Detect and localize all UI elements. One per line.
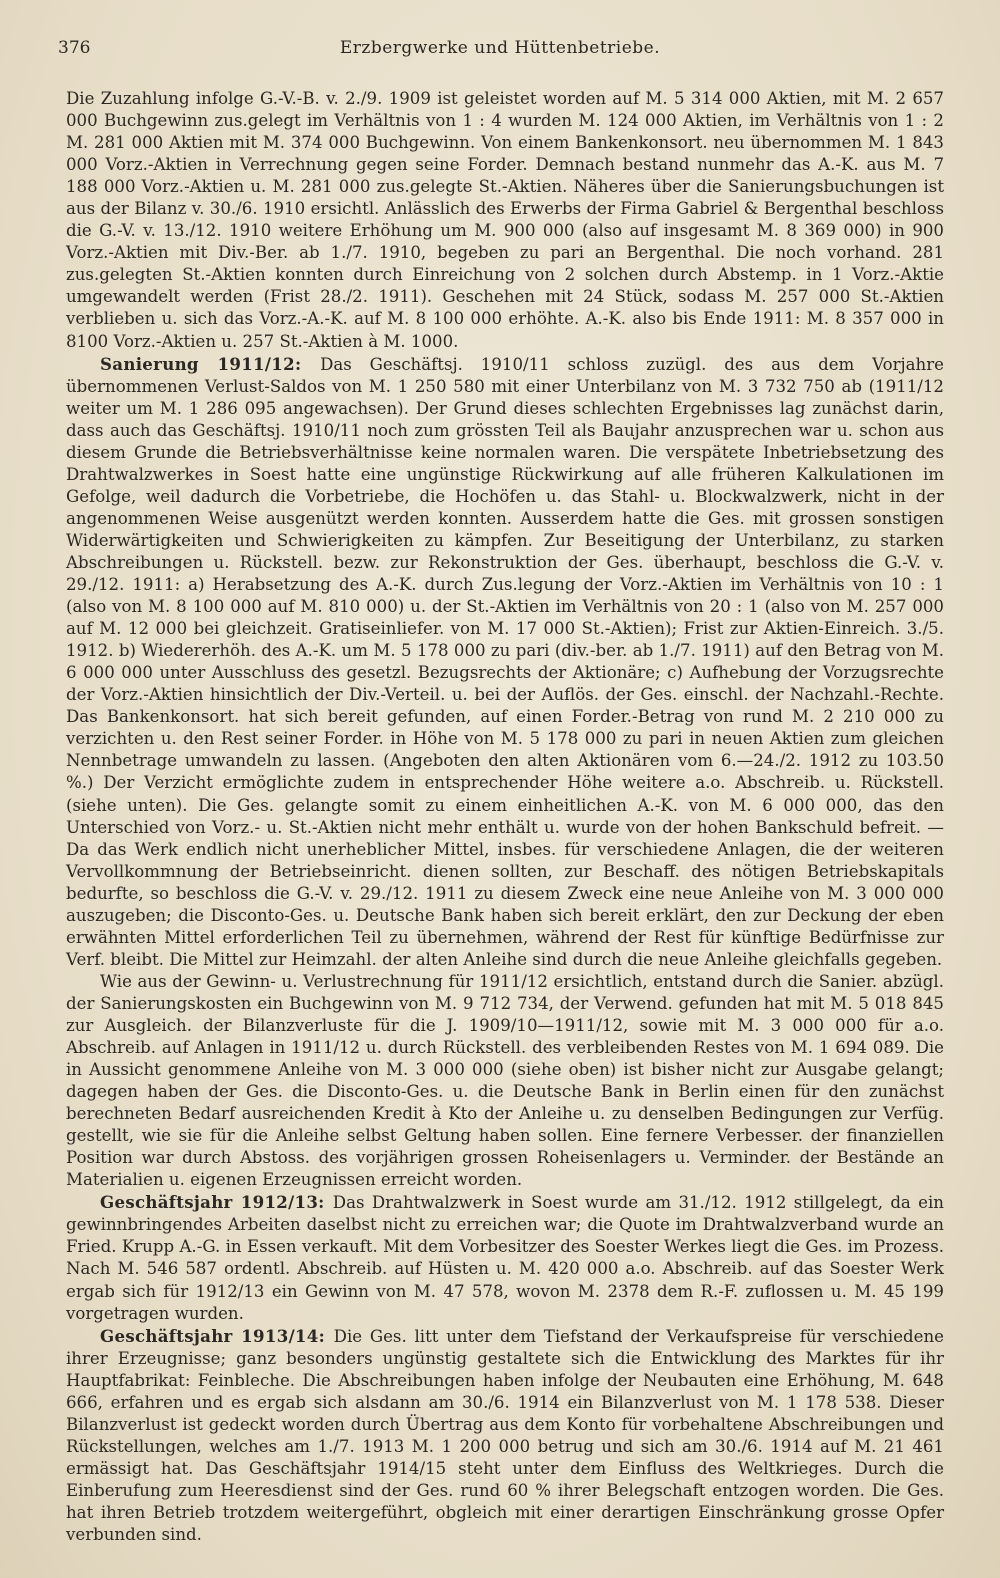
section-heading-sanierung: Sanierung 1911/12: [100,353,321,374]
section-heading-fy-1913-14: Geschäftsjahr 1913/14: [100,1325,334,1346]
paragraph-text: Die Zuzahlung infolge G.-V.-B. v. 2./9. 1909 ist geleistet worden auf M. 5 314 000 Aktien, mit M. 2 657 000 Buchgewinn zus.gelegt im Verhältnis von 1 : 4 wurden M. 124 000 Aktien, im Verhältnis von 1 : 2 M. 281 000 Aktien mit M. 374 000 Buchgewinn. Von einem Bankenkonsort. neu übernommen M. 1 843 000 Vorz.-Aktien in Verrechnung gegen seine Forder. Demnach bestand nunmehr das A.-K. aus M. 7 188 000 Vorz.-Aktien u. M. 281 000 zus.gelegte St.-Aktien. Näheres über die Sanierungsbuchungen ist aus der Bilanz v. 30./6. 1910 ersichtl. Anlässlich des Erwerbs der Firma Gabriel & Bergenthal beschloss die G.-V. v. 13./12. 1910 weitere Erhöhung um M. 900 000 (also auf insgesamt M. 8 369 000) in 900 Vorz.-Aktien mit Div.-Ber. ab 1./7. 1910, begeben zu pari an Bergenthal. Die noch vorhand. 281 zus.gelegten St.-Aktien konnten durch Einreichung von 2 solchen durch Abstemp. in 1 Vorz.-Aktie umgewandelt werden (Frist 28./2. 1911). Geschehen mit 24 Stück, sodass M. 257 000 St.-Aktien verblieben u. sich das Vorz.-A.-K. auf M. 8 100 000 erhöhte. A.-K. also bis Ende 1911: M. 8 357 000 in 8100 Vorz.-Aktien u. 257 St.-Aktien à M. 1000. [66,89,944,351]
paragraph-capital-history [66,88,944,353]
body-text [66,88,944,1546]
page-number: 376 [58,38,91,58]
paragraph-text: Die Ges. litt unter dem Tiefstand der Verkaufspreise für verschiedene ihrer Erzeugnisse; ganz besonders ungünstig gestaltete sich die Entwicklung des Marktes für ihr Hauptfabrikat: Feinbleche. Die Abschreibungen haben infolge der Neubauten eine Erhöhung, M. 648 666, erfahren und es ergab sich alsdann am 30./6. 1914 ein Bilanzverlust von M. 1 178 538. Dieser Bilanzverlust ist gedeckt worden durch Übertrag aus dem Konto für vorbehaltene Abschreibungen und Rückstellungen, welches am 1./7. 1913 M. 1 200 000 betrug und sich am 30./6. 1914 auf M. 21 461 ermässigt hat. Das Geschäftsjahr 1914/15 steht unter dem Einfluss des Weltkrieges. Durch die Einberufung zum Heeresdienst sind der Ges. rund 60 % ihrer Belegschaft entzogen worden. Die Ges. hat ihren Betrieb trotzdem weitergeführt, obgleich mit einer derartigen Einschränkung grosse Opfer verbunden sind. [66,1326,944,1545]
paragraph-text: Das Drahtwalzwerk in Soest wurde am 31./12. 1912 stillgelegt, da ein gewinnbringendes Arbeiten daselbst nicht zu erreichen war; die Quote im Drahtwalzverband wurde an Fried. Krupp A.-G. in Essen verkauft. Mit dem Vorbesitzer des Soester Werkes liegt die Ges. im Prozess. Nach M. 546 587 ordentl. Abschreib. auf Hüsten u. M. 420 000 a.o. Abschreib. auf das Soester Werk ergab sich für 1912/13 ein Gewinn von M. 47 578, wovon M. 2378 dem R.-F. zuflossen u. M. 45 199 vorgetragen wurden. [66,1193,944,1323]
page-header [58,38,942,62]
paragraph-sanierung [66,353,944,971]
paragraph-profit-loss [66,971,944,1191]
paragraph-fy-1912-13 [66,1191,944,1324]
running-title: Erzbergwerke und Hüttenbetriebe. [339,38,661,58]
paragraph-fy-1913-14 [66,1325,944,1546]
section-heading-fy-1912-13: Geschäftsjahr 1912/13: [100,1192,333,1213]
paragraph-text: Wie aus der Gewinn- u. Verlustrechnung für 1911/12 ersichtlich, entstand durch die Sanier. abzügl. der Sanierungskosten ein Buchgewinn von M. 9 712 734, der Verwend. gefunden hat mit M. 5 018 845 zur Ausgleich. der Bilanzverluste für die J. 1909/10—1911/12, sowie mit M. 3 000 000 für a.o. Abschreib. auf Anlagen in 1911/12 u. durch Rückstell. des verbleibenden Restes von M. 1 694 089. Die in Aussicht genommene Anleihe von M. 3 000 000 (siehe oben) ist bisher nicht zur Ausgabe gelangt; dagegen haben der Ges. die Disconto-Ges. u. die Deutsche Bank in Berlin einen für den zunächst berechneten Bedarf ausreichenden Kredit à Kto der Anleihe u. zu denselben Bedingungen zur Verfüg. gestellt, wie sie für die Anleihe selbst Geltung haben sollen. Eine fernere Verbesser. der finanziellen Position war durch Abstoss. des vorjährigen grossen Roheisenlagers u. Verminder. der Bestände an Materialien u. eigenen Erzeugnissen erreicht worden. [66,971,944,1190]
paragraph-text: Das Geschäftsj. 1910/11 schloss zuzügl. des aus dem Vorjahre übernommenen Verlust-Saldos von M. 1 250 580 mit einer Unterbilanz von M. 3 732 750 ab (1911/12 weiter um M. 1 286 095 angewachsen). Der Grund dieses schlechten Ergebnisses lag zunächst darin, dass auch das Geschäftsj. 1910/11 noch zum grössten Teil als Baujahr anzusprechen war u. schon aus diesem Grunde die Betriebsverhältnisse keine normalen waren. Die verspätete Inbetriebsetzung des Drahtwalzwerkes in Soest hatte eine ungünstige Rückwirkung auf alle früheren Kalkulationen im Gefolge, weil dadurch die Vorbetriebe, die Hochöfen u. das Stahl- u. Blockwalzwerk, nicht in der angenommenen Weise ausgenützt werden konnten. Ausserdem hatte die Ges. mit grossen sonstigen Widerwärtigkeiten und Schwierigkeiten zu kämpfen. Zur Beseitigung der Unterbilanz, zu starken Abschreibungen u. Rückstell. bezw. zur Rekonstruktion der Ges. überhaupt, beschloss die G.-V. v. 29./12. 1911: a) Herabsetzung des A.-K. durch Zus.legung der Vorz.-Aktien im Verhältnis von 10 : 1 (also von M. 8 100 000 auf M. 810 000) u. der St.-Aktien im Verhältnis von 20 : 1 (also von M. 257 000 auf M. 12 000 bei gleichzeit. Gratiseinliefer. von M. 17 000 St.-Aktien); Frist zur Aktien-Einreich. 3./5. 1912. b) Wiedererhöh. des A.-K. um M. 5 178 000 zu pari (div.-ber. ab 1./7. 1911) auf den Betrag von M. 6 000 000 unter Ausschluss des gesetzl. Bezugsrechts der Aktionäre; c) Aufhebung der Vorzugsrechte der Vorz.-Aktien hinsichtlich der Div.-Verteil. u. bei der Auflös. der Ges. einschl. der Nachzahl.-Rechte. Das Bankenkonsort. hat sich bereit gefunden, auf einen Forder.-Betrag von rund M. 2 210 000 zu verzichten u. den Rest seiner Forder. in Höhe von M. 5 178 000 zu pari in neuen Aktien zum gleichen Nennbetrage umwandeln zu lassen. (Angeboten den alten Aktionären vom 6.—24./2. 1912 zu 103.50 %.) Der Verzicht ermöglichte zudem in entsprechender Höhe weitere a.o. Abschreib. u. Rückstell. (siehe unten). Die Ges. gelangte somit zu einem einheitlichen A.-K. von M. 6 000 000, das den Unterschied von Vorz.- u. St.-Aktien nicht mehr enthält u. wurde von der hohen Bankschuld befreit. — Da das Werk endlich nicht unerheblicher Mittel, insbes. für verschiedene Anlagen, die der weiteren Vervollkommnung der Betriebseinricht. dienen sollten, zur Beschaff. des nötigen Betriebskapitals bedurfte, so beschloss die G.-V. v. 29./12. 1911 zu diesem Zweck eine neue Anleihe von M. 3 000 000 auszugeben; die Disconto-Ges. u. Deutsche Bank haben sich bereit erklärt, den zur Deckung der eben erwähnten Mittel erforderlichen Teil zu übernehmen, während der Rest für künftige Bedürfnisse zur Verf. bleibt. Die Mittel zur Heimzahl. der alten Anleihe sind durch die neue Anleihe gleichfalls gegeben. [66,354,944,969]
